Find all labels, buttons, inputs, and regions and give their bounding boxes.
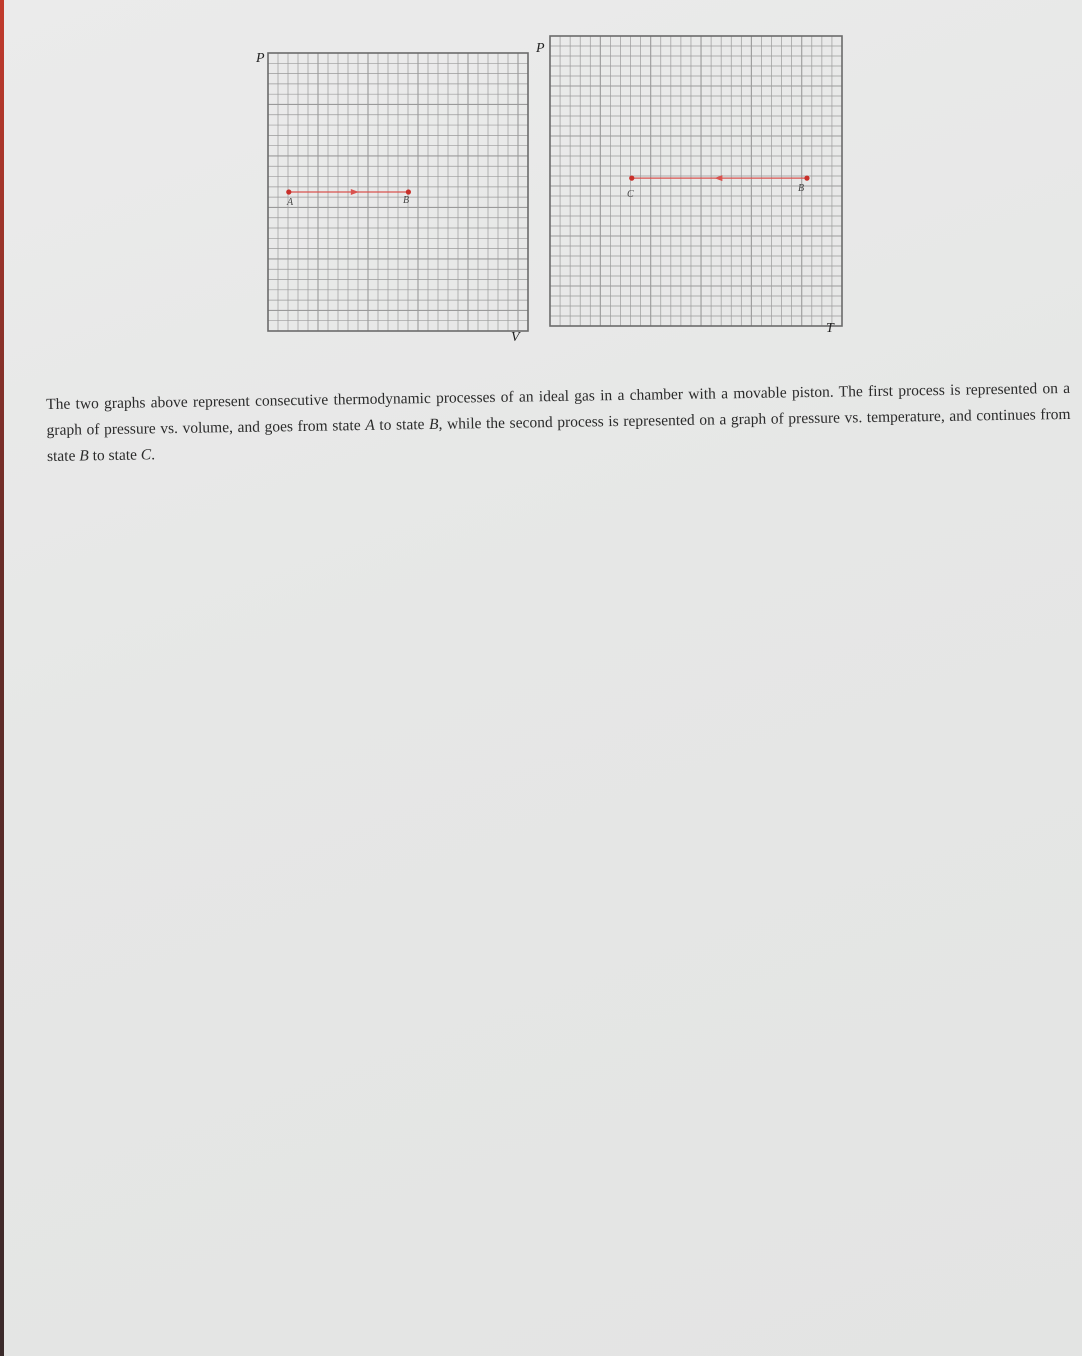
point-label-b-pt: B — [798, 183, 805, 194]
desc-state-a: A — [365, 416, 375, 434]
point-label-a: A — [287, 197, 294, 208]
pt-frame — [550, 36, 842, 326]
pv-arrow-icon — [351, 189, 359, 195]
desc-part-3: , while the second process is represented on a graph of pressure vs. temperature, and continues from state — [46, 405, 1071, 465]
pv-point-b — [406, 189, 411, 194]
desc-part-4: to state — [88, 446, 141, 464]
pt-point-b — [804, 176, 809, 181]
pv-point-a — [286, 189, 291, 194]
desc-part-1: The two graphs above represent consecutive thermodynamic processes of an ideal gas in a chamber with a movable piston. The first process is represented on a graph of pressure vs. volume, and goes from state — [46, 379, 1071, 439]
pt-grid — [550, 36, 842, 326]
desc-state-c: C — [140, 445, 152, 464]
pv-y-axis-label: P — [256, 51, 265, 66]
desc-part-2: to state — [374, 415, 430, 434]
pt-x-axis-label: T — [826, 321, 834, 336]
pv-graph — [268, 53, 528, 331]
desc-state-b: B — [428, 415, 439, 433]
point-label-b-pv: B — [403, 195, 410, 206]
point-label-c: C — [627, 189, 634, 200]
pt-y-axis-label: P — [536, 41, 545, 56]
pt-graph — [550, 36, 842, 326]
problem-description — [46, 375, 1071, 469]
desc-part-5: . — [151, 445, 156, 463]
desc-state-b-2: B — [79, 446, 89, 464]
pt-point-c — [629, 176, 634, 181]
pv-x-axis-label: V — [511, 330, 520, 345]
